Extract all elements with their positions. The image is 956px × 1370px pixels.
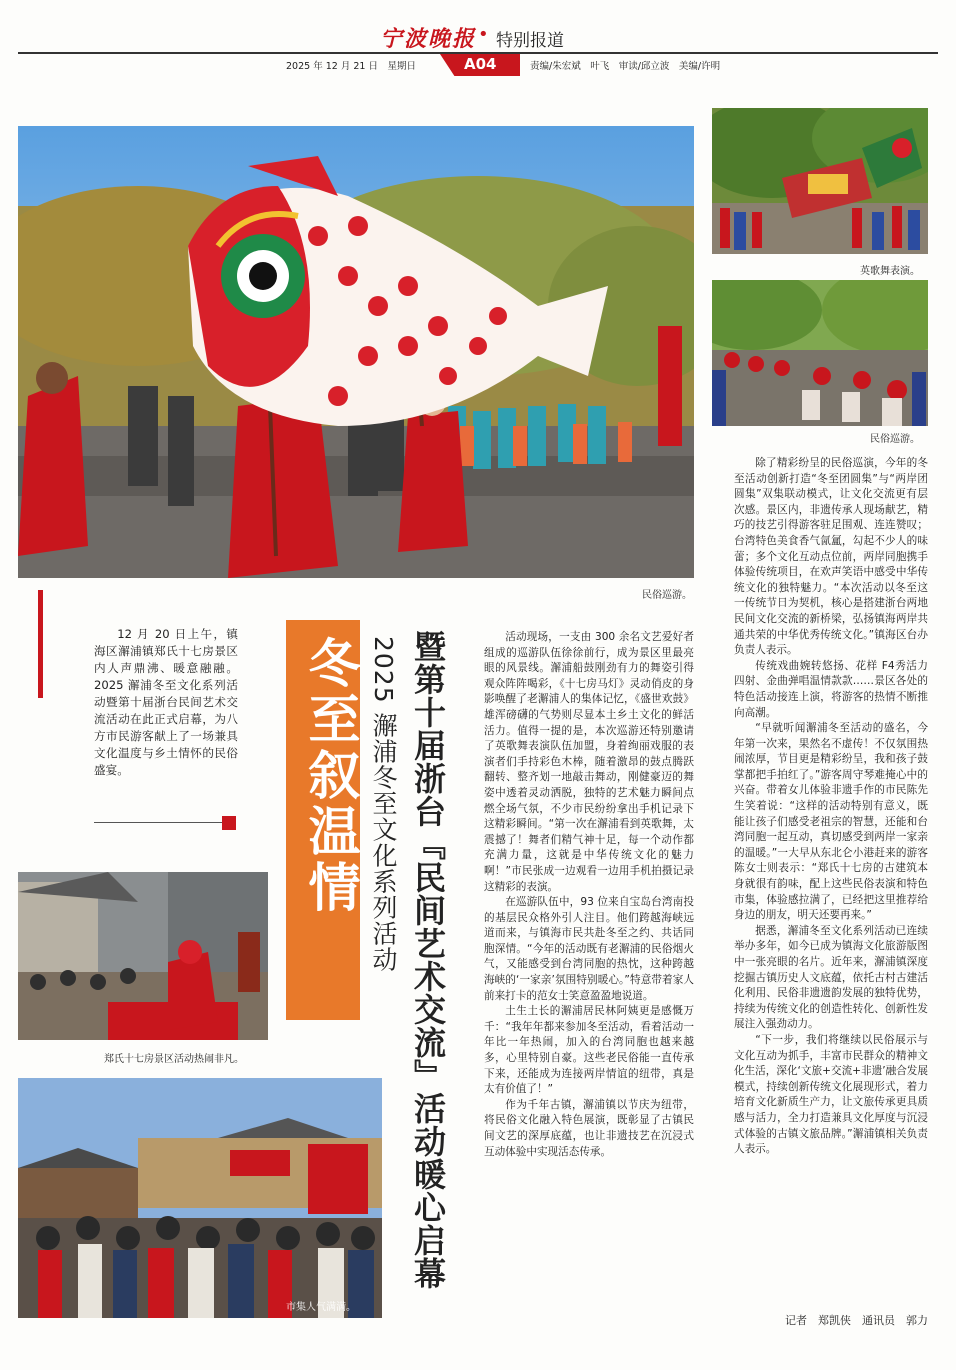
newspaper-logo: 宁波晚报 [380,26,477,52]
editor-credits: 责编/朱宏斌 叶飞 审读/邱立波 美编/许明 [530,61,721,72]
separator-dot: • [478,24,489,45]
scenic-area-photo [18,872,268,1040]
kicker-title: 冬至叙温情 [299,636,359,916]
headline: 暨第十届浙台『民间艺术交流』活动暖心启幕 [409,630,447,1290]
section-title: 特别报道 [496,31,564,51]
main-photo [18,126,694,578]
intro-rule [94,822,226,823]
issue-date: 2025 年 12 月 21 日 星期日 [286,61,416,72]
caption-scenic-photo: 郑氏十七房景区活动热闹非凡。 [104,1054,244,1065]
intro-accent-bar [38,590,43,698]
caption-parade-photo: 民俗巡游。 [870,434,920,445]
masthead-rule [18,52,938,54]
page-number: A04 [464,55,497,73]
dance-photo [712,108,928,254]
parade-photo [712,280,928,426]
market-photo [18,1078,382,1318]
intro-square [222,816,236,830]
caption-dance-photo: 英歌舞表演。 [860,266,920,277]
caption-market-photo: 市集人气满满。 [286,1302,356,1313]
byline: 记者 郑凯侠 通讯员 郭力 [785,1314,928,1327]
intro-paragraph: 12 月 20 日上午，镇海区澥浦镇郑氏十七房景区内人声鼎沸、暖意融融。2025 澥浦冬至文化系列活动暨第十届浙台民间艺术交流活动在此正式启幕，为八方市民游客献上了一场兼具文化温度与乡土情怀的民俗盛宴。 [94,627,238,777]
subheadline: 2025 澥浦冬至文化系列活动 [369,636,398,973]
article-column-2: 除了精彩纷呈的民俗巡演，今年的冬至活动创新打造“冬至团圆集”与“两岸团圆集”双集联动模式，让文化交流更有层次感。景区内，非遗传承人现场献艺，精巧的技艺引得游客驻足围观、连连赞叹；台湾特色美食香气氤氲，勾起不少人的味蕾；多个文化互动点位前，两岸同胞携手体验传统项目，在欢声笑语中感受中华传统文化的独特魅力。“本次活动以冬至这一传统节日为契机，核心是搭建浙台两地民间文化交流的新桥梁，弘扬镇海两岸共通共荣的中华优秀传统文化。”镇海区台办负责人表示。 传统戏曲婉转悠扬、花样 F4秀活力四射、金曲弹唱温情款款……景区各处的特色活动接连上演，将游客的热情不断推向高潮。 “早就听闻澥浦冬至活动的盛名，今年第一次来，果然名不虚传！不仅氛围热闹浓厚，节目更是精彩纷呈，我和孩子鼓掌都把手拍红了。”游客周守琴难掩心中的兴奋。带着女儿体验非遗手作的市民陈先生笑着说：“这样的活动特别有意义，既能让孩子们感受老祖宗的智慧，还能和台湾同胞一起互动，真切感受到两岸一家亲的温暖。”一大早从东北仑小港赶来的游客陈女士则表示：“郑氏十七房的古建筑本身就很有韵味，配上这些民俗表演和特色市集，体验感拉满了，已经把这里推荐给身边的朋友，明天还要再来。” 据悉，澥浦冬至文化系列活动已连续举办多年，如今已成为镇海文化旅游版图中一张亮眼的名片。近年来，澥浦镇深度挖掘古镇历史人文底蕴，依托古村古建活化利用、民俗非遗遗韵发展的独特优势，持续为传统文化的创造性转化、创新性发展注入强劲动力。 “下一步，我们将继续以民俗展示与文化互动为抓手，丰富市民群众的精神文化生活，深化‘文旅+交流+非遗’融合发展模式，持续创新传统文化展现形式，着力培育文化新质生产力，让文旅传承更具质感与活力，全力打造兼具文化厚度与沉浸式体验的古镇文旅品牌。”澥浦镇相关负责人表示。 [734,457,928,1156]
article-column-1: 活动现场，一支由 300 余名文艺爱好者组成的巡游队伍徐徐前行，成为景区里最亮眼的风景线。澥浦船鼓刚劲有力的舞姿引得观众阵阵喝彩，《十七房马灯》灵动俏皮的身影唤醒了老澥浦人的集体记忆，《盛世欢鼓》雄浑磅礴的气势则尽显本土乡土文化的鲜活活力。值得一提的是，本次巡游还特别邀请了英歌舞表演队伍加盟，身着绚丽戏服的表演者们手持彩色木棒，随着激昂的鼓点腾跃翻转、整齐划一地敲击舞动，刚健豪迈的舞姿中透着灵动洒脱，独特的艺术魅力瞬间点燃全场气氛，不少市民纷纷拿出手机记录下这精彩瞬间。“第一次在澥浦看到英歌舞，太震撼了！舞者们精气神十足，每一个动作都充满力量，这就是中华传统文化的魅力啊！”市民张成一边观看一边用手机拍摄记录这精彩的表演。 在巡游队伍中，93 位来自宝岛台湾南投的基层民众格外引人注目。他们跨越海峡远道而来，与镇海市民共赴冬至之约、共话同胞深情。“今年的活动既有老澥浦的民俗烟火气，又能感受到台湾同胞的热忱，这种跨越海峡的‘一家亲’氛围特别暖心。”特意带着家人前来打卡的范女士笑意盈盈地说道。 土生土长的澥浦居民林阿姨更是感慨万千：“我年年都来参加冬至活动，看着活动一年比一年热闹，加入的台湾同胞也越来越多，心里特别自豪。这些老民俗能一直传承下来，还能成为连接两岸情谊的纽带，真是太有价值了！” 作为千年古镇，澥浦镇以节庆为纽带，将民俗文化融入特色展演，既彰显了古镇民间文艺的深厚底蕴，也让非遗技艺在沉浸式互动体验中实现活态传承。 [484,631,694,1158]
caption-main-photo: 民俗巡游。 [642,590,692,601]
